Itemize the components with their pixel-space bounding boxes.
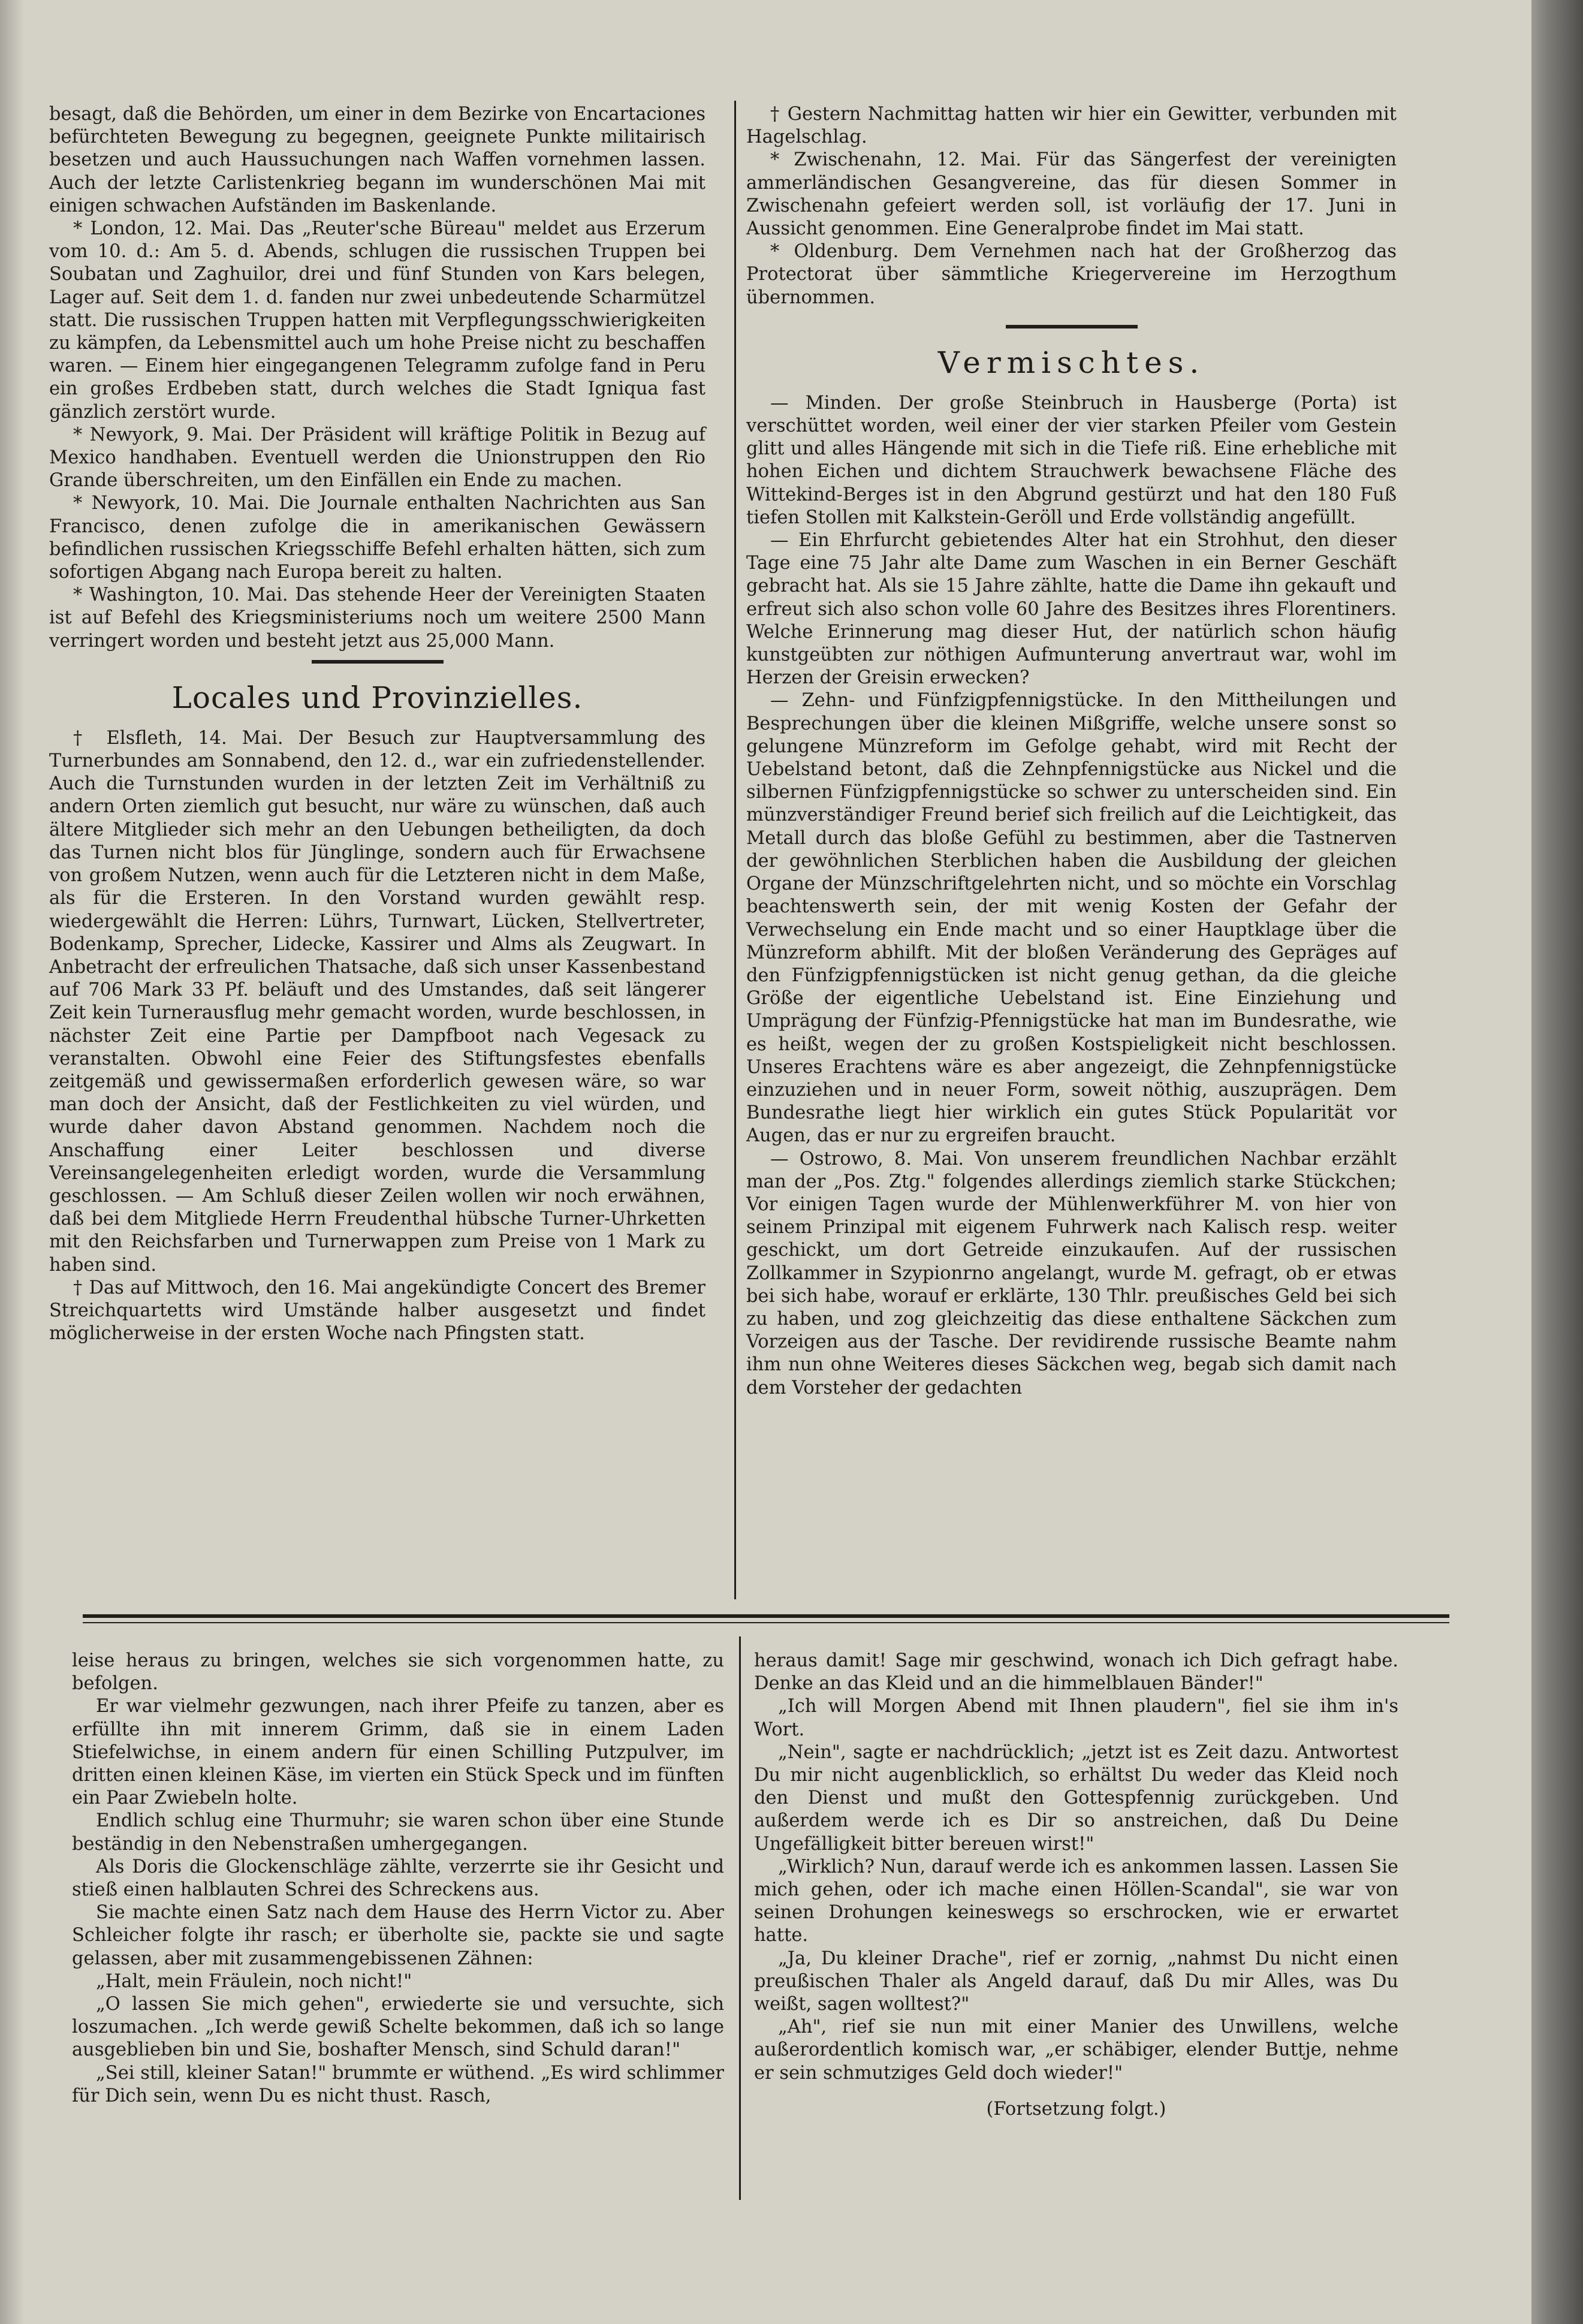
article-paragraph: — Zehn- und Fünfzigpfennigstücke. In den Mittheilungen und Besprechungen über die kleinen Mißgriffe, welche unsere sonst so gelungene Münzreform im Gefolge gehabt, wird mit Recht der Uebelstand betont, daß die Zehnpfennigstücke aus Nickel und die silbernen Fünfzigpfennigstücke so schwer zu unterscheiden sind. Ein münzverständiger Freund berief sich freilich auf die Leichtigkeit, das Metall durch das bloße Gefühl zu bestimmen, aber die Tastnerven der gewöhnlichen Sterblichen haben die Ausbildung der gleichen Organe der Münzschriftgelehrten nicht, und so möchte ein Vorschlag beachtenswerth sein, der mit wenig Kosten der Gefahr der Verwechselung ein Ende macht und so einer Hauptklage über die Münzreform abhilft. Mit der bloßen Veränderung des Gepräges auf den Fünfzigpfennigstücken ist nicht genug gethan, da die gleiche Größe der eigentliche Uebelstand ist. Eine Einziehung und Umprägung der Fünfzig-Pfennigstücke hat man im Bundesrathe, wie es heißt, wegen der zu großen Kostspieligkeit nicht beschlossen. Unseres Erachtens wäre es aber angezeigt, die Zehnpfennigstücke einzuziehen und in neuer Form, soweit nöthig, auszuprägen. Dem Bundesrathe liegt hier wirklich ein gutes Stück Popularität vor Augen, das er nur zu ergreifen braucht. <box>746 690 1397 1147</box>
binding-shadow <box>0 0 24 2324</box>
story-paragraph: Als Doris die Glockenschläge zählte, verzerrte sie ihr Gesicht und stieß einen halblauten Schrei des Schreckens aus. <box>72 1856 724 1901</box>
article-paragraph: besagt, daß die Behörden, um einer in dem Bezirke von Encartaciones befürchteten Bewegung zu begegnen, geeignete Punkte militairisch besetzen und auch Haussuchungen nach Waffen vornehmen lassen. Auch der letzte Carlistenkrieg begann im wunderschönen Mai mit einigen schwachen Aufständen im Baskenlande. <box>49 104 705 216</box>
top-right-column <box>746 103 1397 1400</box>
story-paragraph: „Ja, Du kleiner Drache", rief er zornig, „nahmst Du nicht einen preußischen Thaler als Angeld darauf, daß Du mir Alles, was Du weißt, sagen wolltest?" <box>754 1948 1398 2015</box>
story-paragraph: „Wirklich? Nun, darauf werde ich es ankommen lassen. Lassen Sie mich gehen, oder ich mache einen Höllen-Scandal", sie war von seinen Drohungen keineswegs so erschrocken, wie er erwartet hatte. <box>754 1856 1398 1946</box>
article-paragraph: † Das auf Mittwoch, den 16. Mai angekündigte Concert des Bremer Streichquartetts wird Umstände halber ausgesetzt und findet möglicherweise in der ersten Woche nach Pfingsten statt. <box>49 1277 705 1345</box>
story-paragraph: „Sei still, kleiner Satan!" brummte er wüthend. „Es wird schlimmer für Dich sein, wenn Du es nicht thust. Rasch, <box>72 2062 724 2106</box>
story-paragraph: Er war vielmehr gezwungen, nach ihrer Pfeife zu tanzen, aber es erfüllte ihn mit innerem Grimm, daß sie in einem Laden Stiefelwichse, in einem andern für einen Schilling Putzpulver, im dritten einen kleinen Käse, im vierten ein Stück Speck und im fünften ein Paar Zwiebeln holte. <box>72 1696 724 1809</box>
bottom-right-column <box>754 1650 1398 2121</box>
article-paragraph: † Gestern Nachmittag hatten wir hier ein Gewitter, verbunden mit Hagelschlag. <box>746 104 1397 148</box>
top-left-column <box>49 103 705 1345</box>
column-separator <box>734 101 736 1599</box>
story-paragraph: „O lassen Sie mich gehen", erwiederte sie und versuchte, sich loszumachen. „Ich werde gewiß Schelte bekommen, daß ich so lange ausgeblieben bin und Sie, boshafter Mensch, sind Schuld daran!" <box>72 1994 724 2061</box>
article-paragraph: * Oldenburg. Dem Vernehmen nach hat der Großherzog das Protectorat über sämmtliche Kriegervereine im Herzogthum übernommen. <box>746 241 1397 308</box>
bottom-left-column <box>72 1650 724 2108</box>
section-divider <box>1006 325 1138 328</box>
section-divider <box>312 660 444 664</box>
article-paragraph: * Zwischenahn, 12. Mai. Für das Sängerfest der vereinigten ammerländischen Gesangvereine, das für diesen Sommer in Zwischenahn gefeiert werden soll, ist vorläufig der 17. Juni in Aussicht genommen. Eine Generalprobe findet im Mai statt. <box>746 149 1397 240</box>
article-paragraph: — Ein Ehrfurcht gebietendes Alter hat ein Strohhut, den dieser Tage eine 75 Jahr alte Dame zum Waschen in ein Berner Geschäft gebracht hat. Als sie 15 Jahre zählte, hatte die Dame ihn gekauft und erfreut sich also schon volle 60 Jahre des Besitzes ihres Florentiners. Welche Erinnerung mag dieser Hut, der natürlich schon häufig kunstgeübten zur nöthigen Aufmunterung anvertraut war, wohl im Herzen der Greisin erwecken? <box>746 530 1397 689</box>
article-paragraph: * Newyork, 9. Mai. Der Präsident will kräftige Politik in Bezug auf Mexico handhaben. Eventuell werden die Unionstruppen den Rio Grande überschreiten, um den Einfällen ein Ende zu machen. <box>49 424 705 492</box>
story-paragraph: „Ich will Morgen Abend mit Ihnen plaudern", fiel sie ihm in's Wort. <box>754 1696 1398 1740</box>
feuilleton-rule <box>83 1614 1449 1618</box>
story-paragraph: Endlich schlug eine Thurmuhr; sie waren schon über eine Stunde beständig in den Nebenstraßen umhergegangen. <box>72 1810 724 1855</box>
continuation-note: (Fortsetzung folgt.) <box>986 2098 1166 2120</box>
story-paragraph: Sie machte einen Satz nach dem Hause des Herrn Victor zu. Aber Schleicher folgte ihr rasch; er überholte sie, packte sie und sagte gelassen, aber mit zusammengebissenen Zähnen: <box>72 1902 724 1969</box>
article-paragraph: * Newyork, 10. Mai. Die Journale enthalten Nachrichten aus San Francisco, denen zufolge die in amerikanischen Gewässern befindlichen russischen Kriegsschiffe Befehl erhalten hätten, sich zum sofortigen Abgang nach Europa bereit zu halten. <box>49 493 705 583</box>
story-paragraph: heraus damit! Sage mir geschwind, wonach ich Dich gefragt habe. Denke an das Kleid und an die himmelblauen Bänder!" <box>754 1650 1398 1695</box>
article-paragraph: † Elsfleth, 14. Mai. Der Besuch zur Hauptversammlung des Turnerbundes am Sonnabend, den 12. d., war ein zufriedenstellender. Auch die Turnstunden wurden in der letzten Zeit im Verhältniß zu andern Orten ziemlich gut besucht, nur wäre zu wünschen, daß auch ältere Mitglieder sich mehr an den Uebungen betheiligten, da doch das Turnen nicht blos für Jünglinge, sondern auch für Erwachsene von großem Nutzen, wenn auch für die Letzteren nicht in dem Maße, als für die Ersteren. In den Vorstand wurden gewählt resp. wiedergewählt die Herren: Lührs, Turnwart, Lücken, Stellvertreter, Bodenkamp, Sprecher, Lidecke, Kassirer und Alms als Zeugwart. In Anbetracht der erfreulichen Thatsache, daß sich unser Kassenbestand auf 706 Mark 33 Pf. beläuft und des Umstandes, daß seit längerer Zeit kein Turnerausflug mehr gemacht worden, wurde beschlossen, in nächster Zeit eine Partie per Dampfboot nach Vegesack zu veranstalten. Obwohl eine Feier des Stiftungsfestes ebenfalls zeitgemäß und gewissermaßen erforderlich gewesen wäre, so war man doch der Ansicht, daß der Festlichkeiten zu viel würden, und wurde daher davon Abstand genommen. Nachdem noch die Anschaffung einer Leiter beschlossen und diverse Vereinsangelegenheiten erledigt worden, wurde die Versammlung geschlossen. — Am Schluß dieser Zeilen wollen wir noch erwähnen, daß bei dem Mitgliede Herrn Freudenthal hübsche Turner-Uhrketten mit den Reichsfarben und Turnerwappen zum Preise von 1 Mark zu haben sind. <box>49 727 705 1276</box>
story-paragraph: „Halt, mein Fräulein, noch nicht!" <box>96 1970 412 1992</box>
article-paragraph: * Washington, 10. Mai. Das stehende Heer der Vereinigten Staaten ist auf Befehl des Kriegsministeriums noch um weitere 2500 Mann verringert worden und besteht jetzt aus 25,000 Mann. <box>49 584 705 652</box>
story-paragraph: leise heraus zu bringen, welches sie sich vorgenommen hatte, zu befolgen. <box>72 1650 724 1695</box>
section-heading: Vermischtes. <box>937 345 1205 380</box>
story-paragraph: „Ah", rief sie nun mit einer Manier des Unwillens, welche außerordentlich komisch war, „er schäbiger, elender Buttje, nehme er sein schmutziges Geld doch wieder!" <box>754 2016 1398 2084</box>
article-paragraph: * London, 12. Mai. Das „Reuter'sche Büreau" meldet aus Erzerum vom 10. d.: Am 5. d. Abends, schlugen die russischen Truppen bei Soubatan und Zaghuilor, drei und fünf Stunden von Kars belegen, Lager auf. Seit dem 1. d. fanden nur zwei unbedeutende Scharmützel statt. Die russischen Truppen hatten mit Verpflegungsschwierigkeiten zu kämpfen, da Lebensmittel auch um hohe Preise nicht zu beschaffen waren. — Einem hier eingegangenen Telegramm zufolge fand in Peru ein großes Erdbeben statt, durch welches die Stadt Igniqua fast gänzlich zerstört wurde. <box>49 218 705 423</box>
feuilleton-rule-thin <box>83 1622 1449 1623</box>
story-paragraph: „Nein", sagte er nachdrücklich; „jetzt ist es Zeit dazu. Antwortest Du mir nicht augenblicklich, so erhältst Du weder das Kleid noch den Dienst und mußt den Gottespfennig zurückgeben. Und außerdem werde ich es Dir so anstreichen, daß Du Deine Ungefälligkeit bitter bereuen wirst!" <box>754 1741 1398 1855</box>
section-heading: Locales und Provinzielles. <box>171 680 583 715</box>
article-paragraph: — Minden. Der große Steinbruch in Hausberge (Porta) ist verschüttet worden, weil einer der vier starken Pfeiler vom Gestein glitt und alles Hängende mit sich in die Tiefe riß. Eine erhebliche mit hohen Eichen und dichtem Strauchwerk bewachsene Fläche des Wittekind-Berges ist in den Abgrund gestürzt und hat den 180 Fuß tiefen Stollen mit Kalkstein-Geröll und Erde vollständig angefüllt. <box>746 392 1397 528</box>
article-paragraph: — Ostrowo, 8. Mai. Von unserem freundlichen Nachbar erzählt man der „Pos. Ztg." folgendes allerdings ziemlich starke Stückchen; Vor einigen Tagen wurde der Mühlenwerkführer M. von hier von seinem Prinzipal mit eigenem Fuhrwerk nach Kalisch resp. weiter geschickt, um dort Getreide einzukaufen. Auf der russischen Zollkammer in Szypionrno angelangt, wurde M. gefragt, ob er etwas bei sich habe, worauf er erklärte, 130 Thlr. preußisches Geld bei sich zu haben, und zog gleichzeitig das diese enthaltene Säckchen zum Vorzeigen aus der Tasche. Der revidirende russische Beamte nahm ihm nun ohne Weiteres dieses Säckchen weg, begab sich damit nach dem Vorsteher der gedachten <box>746 1148 1397 1398</box>
page-stack-edge <box>1531 0 1583 2324</box>
column-separator <box>739 1636 741 2200</box>
